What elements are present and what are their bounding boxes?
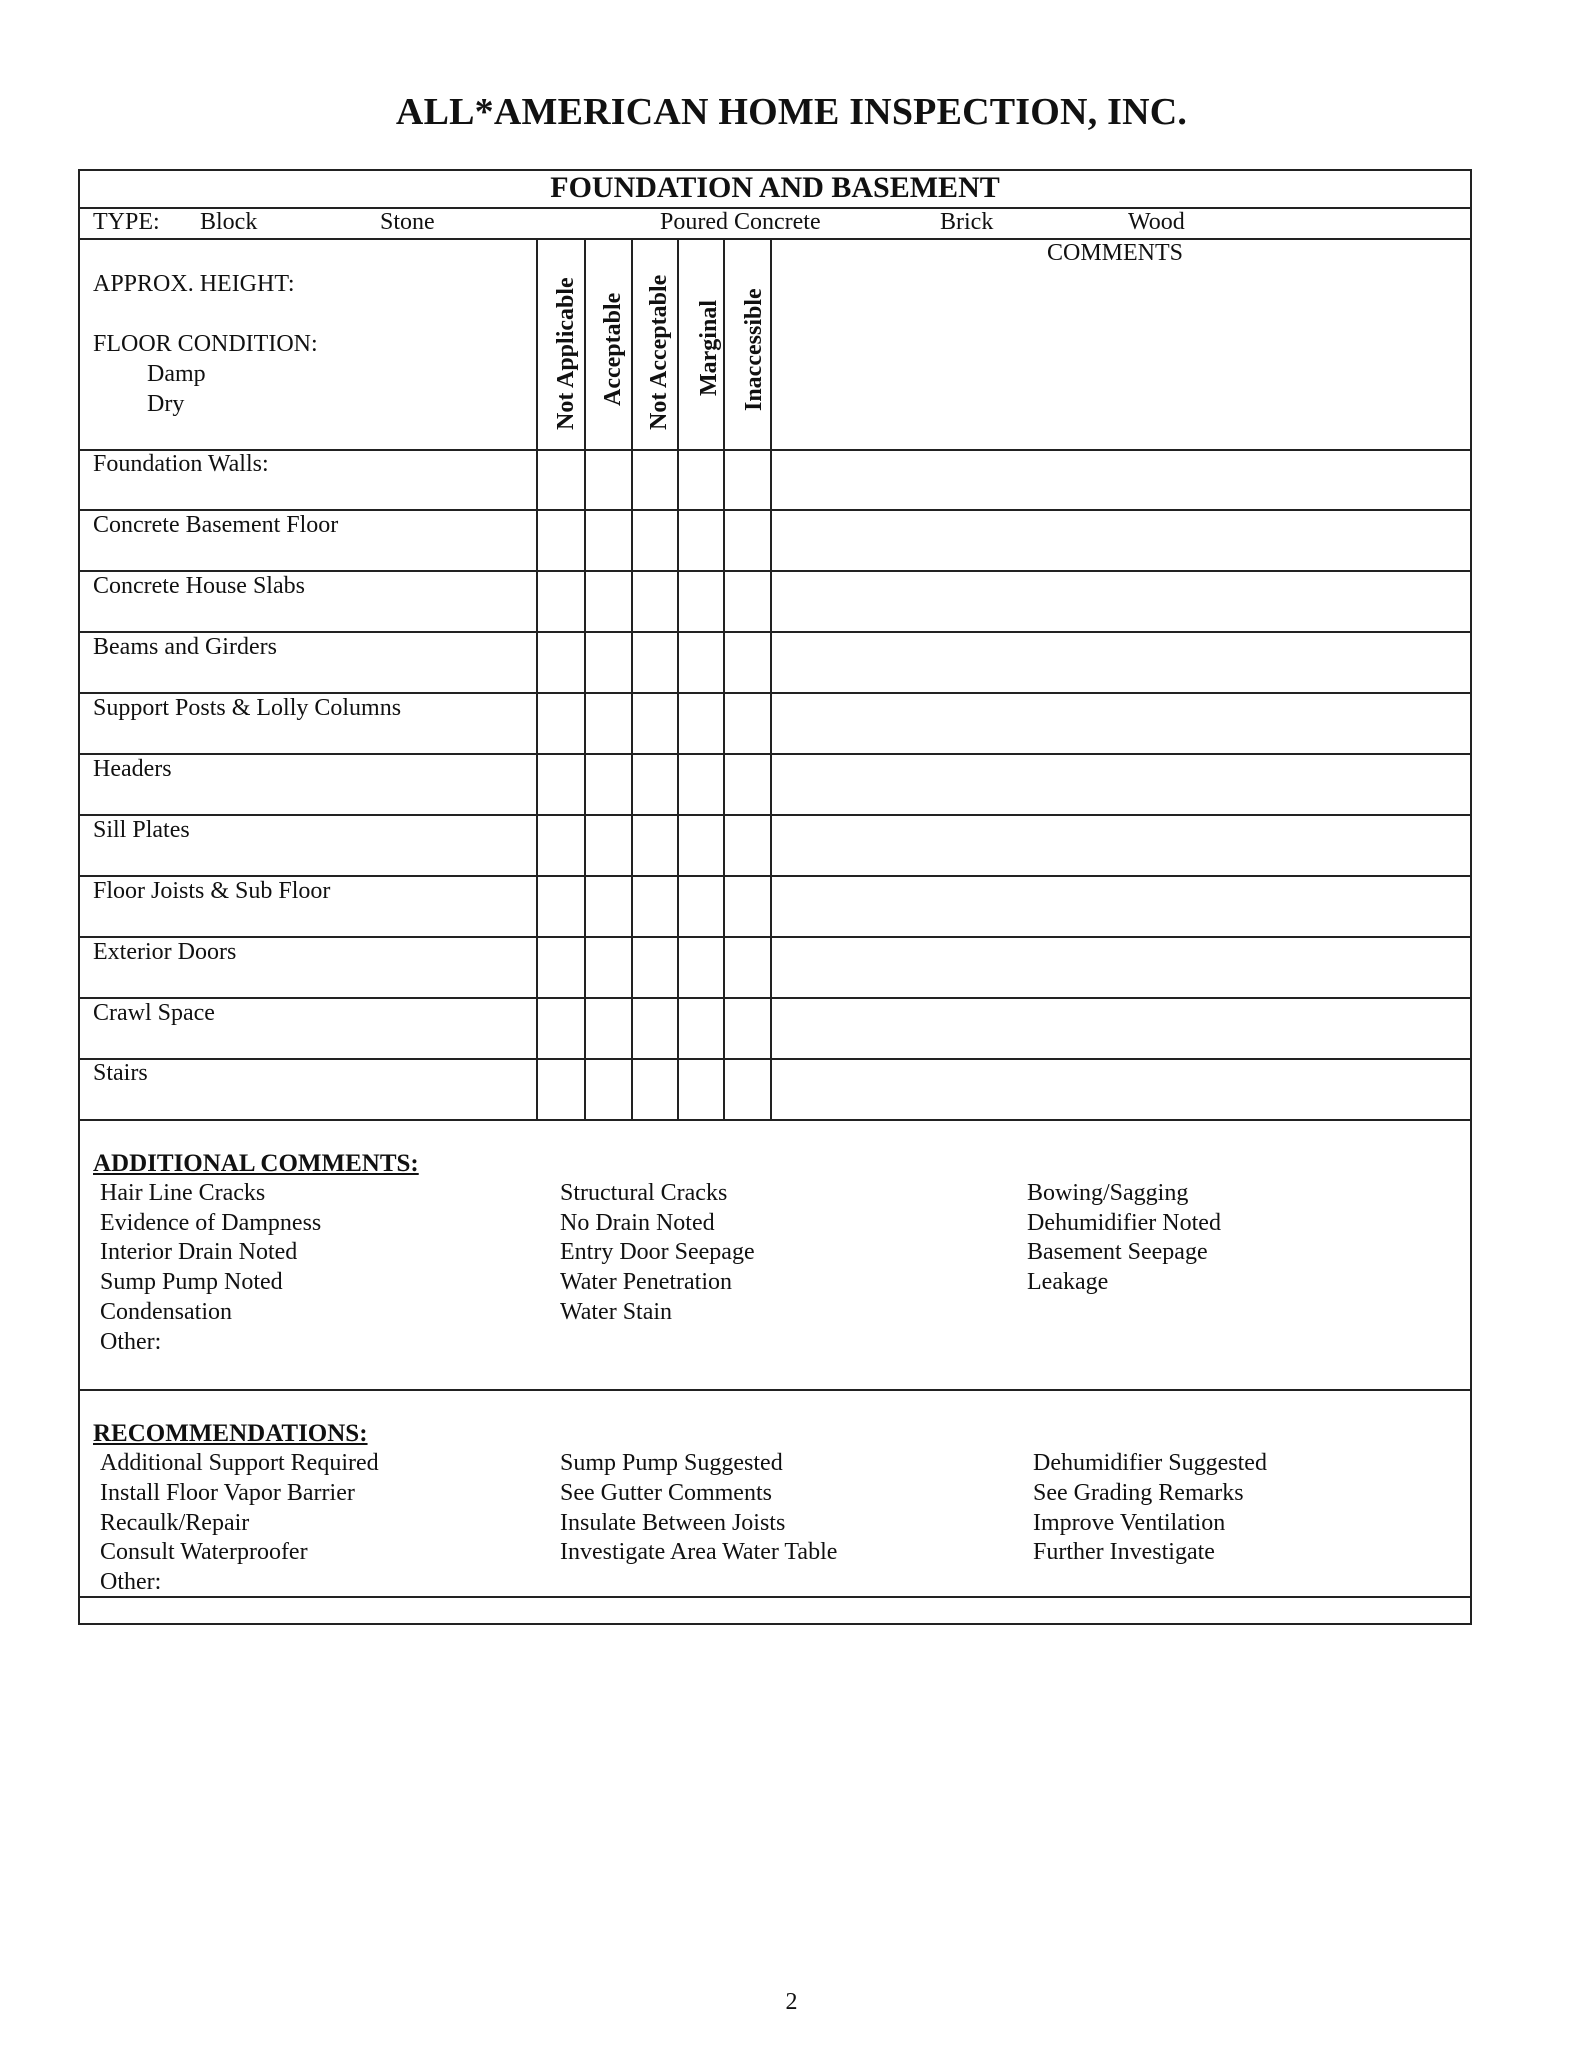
- comment-other[interactable]: Other:: [100, 1329, 162, 1355]
- item-concrete-basement-floor: Concrete Basement Floor: [93, 512, 339, 538]
- table-line: [78, 449, 1472, 451]
- type-option-stone[interactable]: Stone: [380, 209, 435, 235]
- recommendation-option[interactable]: Additional Support Required: [100, 1450, 379, 1476]
- recommendation-option[interactable]: Consult Waterproofer: [100, 1539, 308, 1565]
- comment-option[interactable]: Entry Door Seepage: [560, 1239, 755, 1265]
- comment-option[interactable]: Basement Seepage: [1027, 1239, 1208, 1265]
- comment-option[interactable]: Structural Cracks: [560, 1180, 728, 1206]
- table-col-line: [631, 238, 633, 1119]
- recommendation-option[interactable]: Recaulk/Repair: [100, 1510, 250, 1536]
- recommendation-option[interactable]: Sump Pump Suggested: [560, 1450, 783, 1476]
- item-beams-and-girders: Beams and Girders: [93, 634, 277, 660]
- column-acceptable: Acceptable: [600, 292, 626, 406]
- page-number: 2: [785, 1989, 798, 2015]
- floor-condition-dry[interactable]: Dry: [147, 391, 185, 417]
- item-floor-joists: Floor Joists & Sub Floor: [93, 878, 331, 904]
- item-foundation-walls: Foundation Walls:: [93, 451, 269, 477]
- column-marginal: Marginal: [696, 300, 722, 396]
- section-title: FOUNDATION AND BASEMENT: [550, 171, 1000, 204]
- table-line: [78, 1058, 1472, 1060]
- type-option-poured-concrete[interactable]: Poured Concrete: [660, 209, 821, 235]
- comment-option[interactable]: Water Stain: [560, 1299, 673, 1325]
- column-inaccessible: Inaccessible: [741, 288, 767, 411]
- item-exterior-doors: Exterior Doors: [93, 939, 237, 965]
- comment-option[interactable]: Interior Drain Noted: [100, 1239, 298, 1265]
- comment-option[interactable]: Evidence of Dampness: [100, 1210, 322, 1236]
- recommendation-option[interactable]: Dehumidifier Suggested: [1033, 1450, 1267, 1476]
- table-line: [78, 753, 1472, 755]
- recommendation-option[interactable]: See Grading Remarks: [1033, 1480, 1244, 1506]
- item-concrete-house-slabs: Concrete House Slabs: [93, 573, 305, 599]
- item-headers: Headers: [93, 756, 172, 782]
- comment-option[interactable]: Dehumidifier Noted: [1027, 1210, 1221, 1236]
- divider: [78, 1596, 1472, 1598]
- recommendation-other[interactable]: Other:: [100, 1569, 162, 1595]
- item-crawl-space: Crawl Space: [93, 1000, 215, 1026]
- item-sill-plates: Sill Plates: [93, 817, 190, 843]
- table-col-line: [584, 238, 586, 1119]
- comment-option[interactable]: Leakage: [1027, 1269, 1109, 1295]
- recommendation-option[interactable]: Install Floor Vapor Barrier: [100, 1480, 355, 1506]
- comment-option[interactable]: Bowing/Sagging: [1027, 1180, 1189, 1206]
- table-col-line: [723, 238, 725, 1119]
- floor-condition-label: FLOOR CONDITION:: [93, 331, 318, 357]
- table-line: [78, 570, 1472, 572]
- company-title: ALL*AMERICAN HOME INSPECTION, INC.: [395, 91, 1188, 133]
- table-line: [78, 509, 1472, 511]
- table-line: [78, 875, 1472, 877]
- item-support-posts: Support Posts & Lolly Columns: [93, 695, 402, 721]
- table-line: [78, 1119, 1472, 1121]
- recommendations-heading: RECOMMENDATIONS:: [93, 1420, 368, 1447]
- recommendation-option[interactable]: See Gutter Comments: [560, 1480, 772, 1506]
- comment-option[interactable]: Sump Pump Noted: [100, 1269, 283, 1295]
- table-line: [78, 814, 1472, 816]
- additional-comments-heading: ADDITIONAL COMMENTS:: [93, 1150, 419, 1177]
- recommendation-option[interactable]: Further Investigate: [1033, 1539, 1215, 1565]
- table-line: [78, 631, 1472, 633]
- type-label: TYPE:: [93, 209, 160, 235]
- table-col-line: [536, 238, 538, 1119]
- table-col-line: [770, 238, 772, 1119]
- type-option-brick[interactable]: Brick: [940, 209, 994, 235]
- table-col-line: [677, 238, 679, 1119]
- comment-option[interactable]: No Drain Noted: [560, 1210, 715, 1236]
- column-not-acceptable: Not Acceptable: [646, 274, 672, 430]
- type-option-wood[interactable]: Wood: [1128, 209, 1185, 235]
- recommendation-option[interactable]: Investigate Area Water Table: [560, 1539, 838, 1565]
- table-line: [78, 997, 1472, 999]
- table-line: [78, 692, 1472, 694]
- divider: [78, 238, 1472, 240]
- item-stairs: Stairs: [93, 1060, 148, 1086]
- comment-option[interactable]: Condensation: [100, 1299, 232, 1325]
- column-not-applicable: Not Applicable: [553, 277, 579, 430]
- comment-option[interactable]: Hair Line Cracks: [100, 1180, 266, 1206]
- floor-condition-damp[interactable]: Damp: [147, 361, 206, 387]
- type-option-block[interactable]: Block: [200, 209, 258, 235]
- comment-option[interactable]: Water Penetration: [560, 1269, 732, 1295]
- table-line: [78, 936, 1472, 938]
- approx-height-label: APPROX. HEIGHT:: [93, 271, 295, 297]
- divider: [78, 1389, 1472, 1391]
- comments-header: COMMENTS: [1047, 240, 1184, 266]
- recommendation-option[interactable]: Insulate Between Joists: [560, 1510, 786, 1536]
- recommendation-option[interactable]: Improve Ventilation: [1033, 1510, 1226, 1536]
